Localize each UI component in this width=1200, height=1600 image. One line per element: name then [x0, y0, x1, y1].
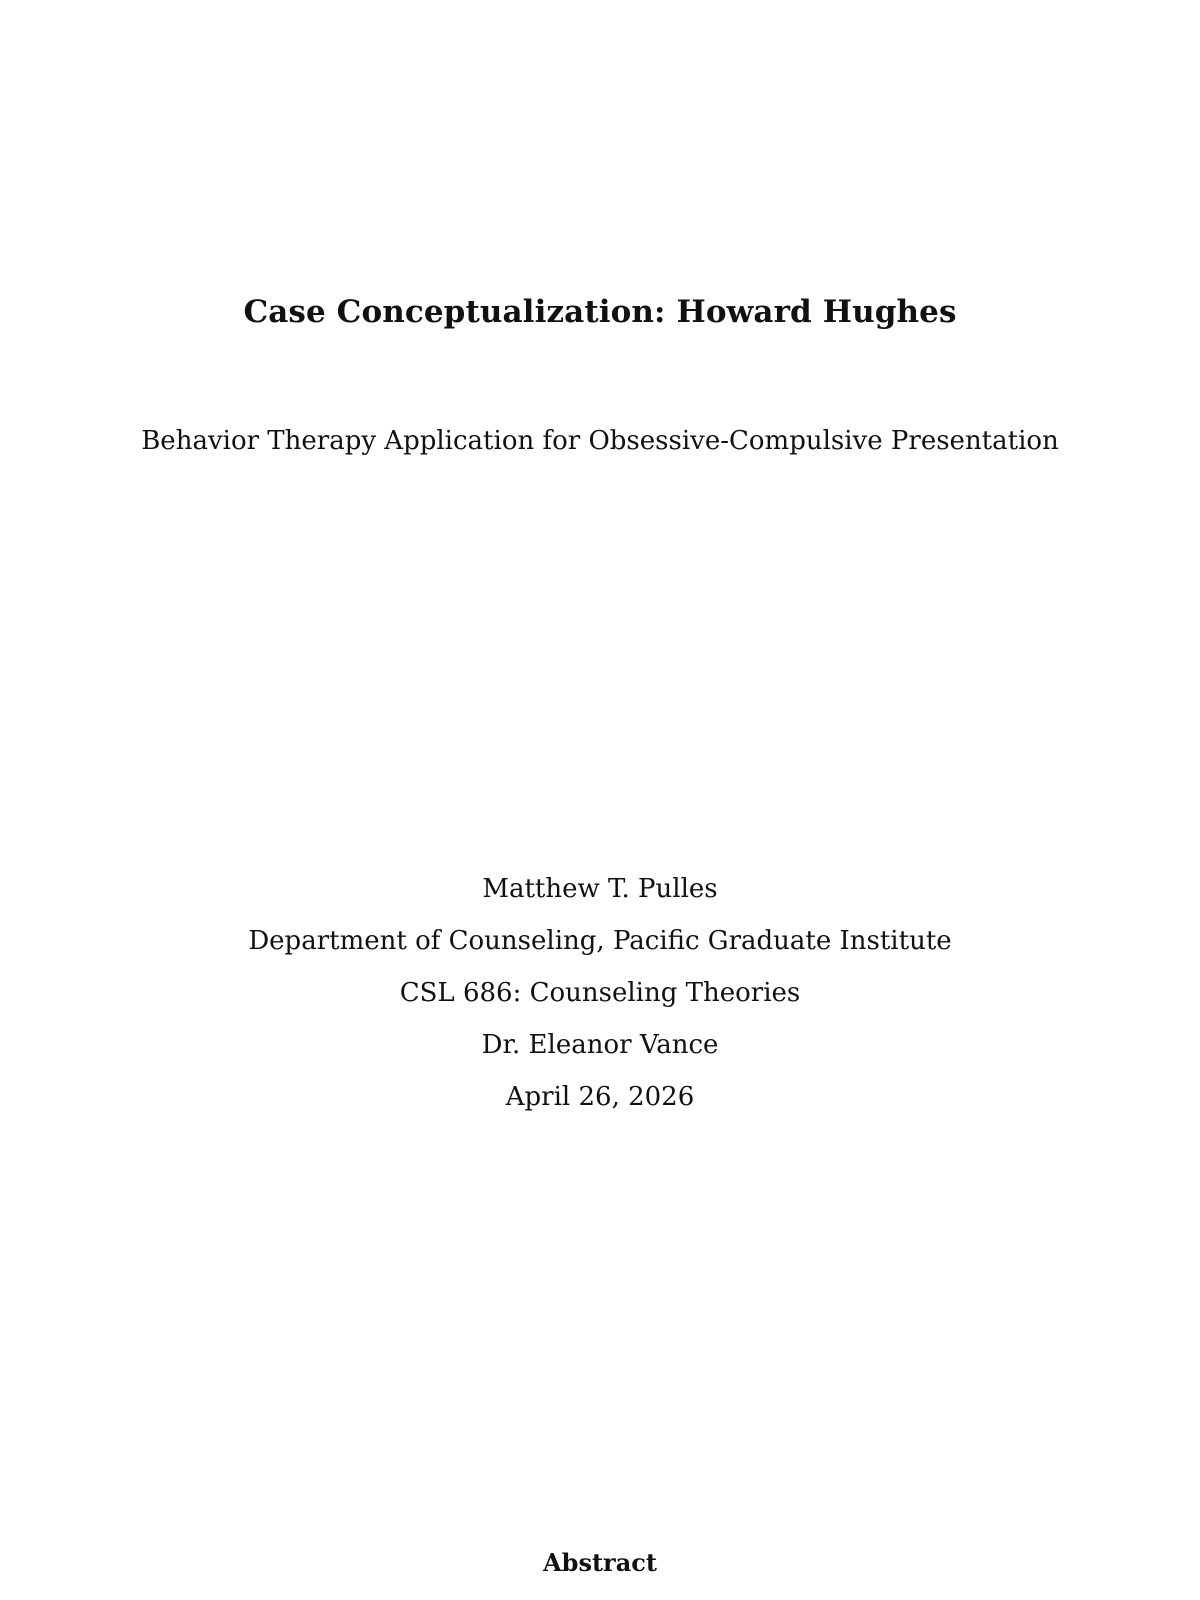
course-name: CSL 686: Counseling Theories — [399, 978, 801, 1008]
author-name: Matthew T. Pulles — [482, 874, 718, 904]
submission-date: April 26, 2026 — [505, 1082, 695, 1112]
department-affiliation: Department of Counseling, Pacific Graduate Institute — [248, 926, 952, 956]
page-title: Case Conceptualization: Howard Hughes — [243, 294, 957, 330]
instructor-name: Dr. Eleanor Vance — [481, 1030, 719, 1060]
page-subtitle: Behavior Therapy Application for Obsessive-Compulsive Presentation — [141, 426, 1059, 456]
abstract-heading: Abstract — [543, 1548, 657, 1577]
